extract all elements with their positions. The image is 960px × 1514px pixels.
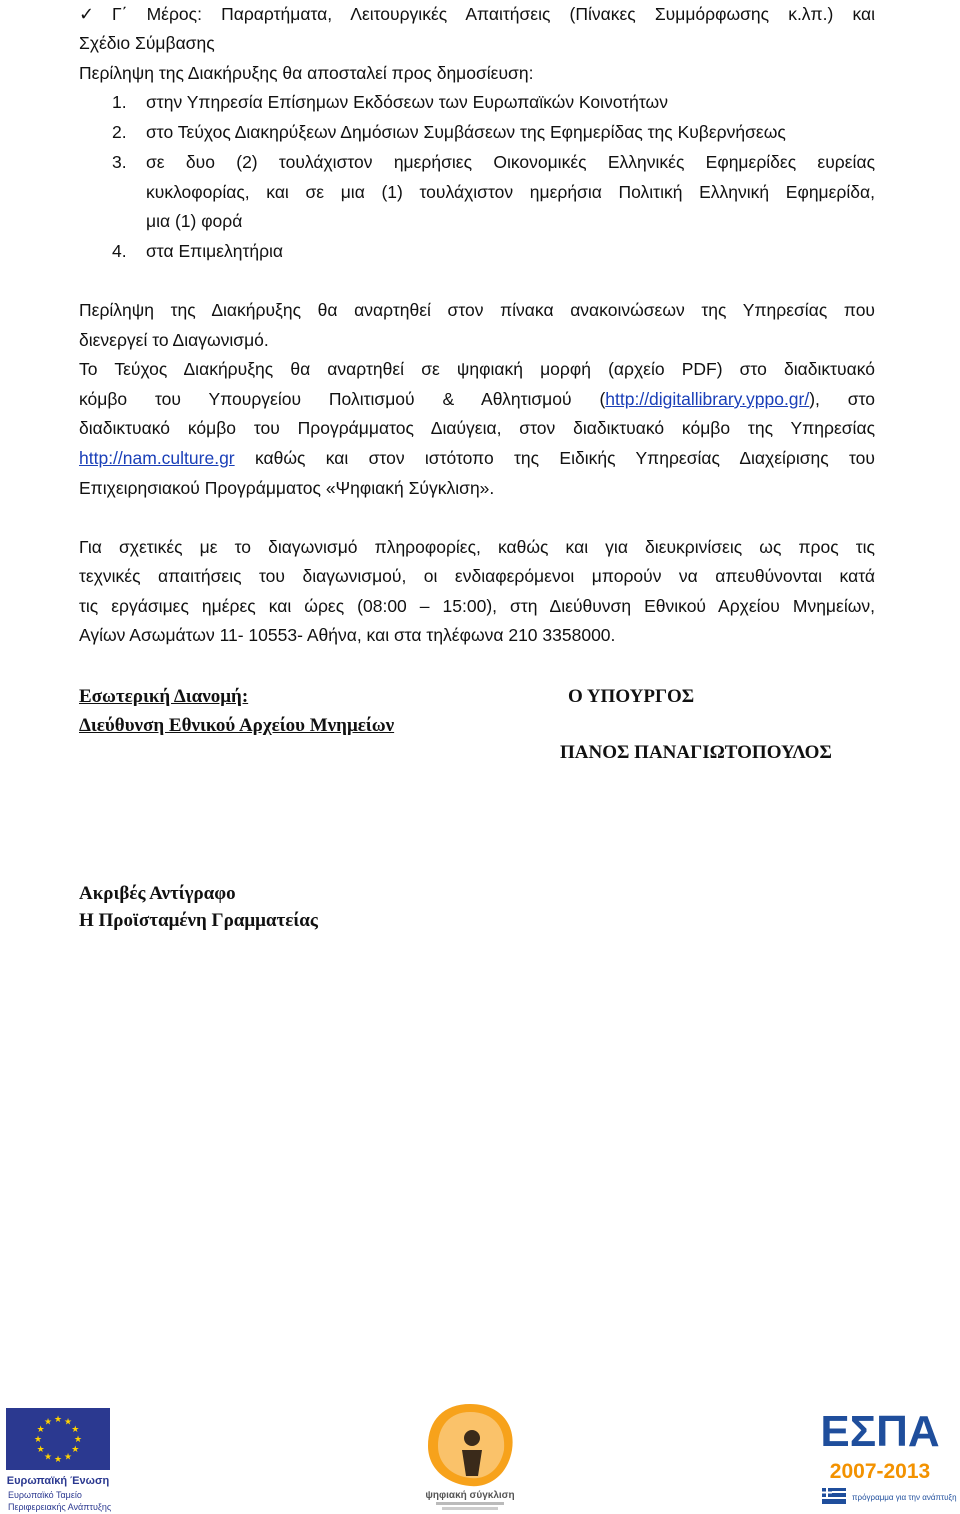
eu-star-icon: ★ bbox=[71, 1424, 80, 1434]
para-info-line-1: Για σχετικές με το διαγωνισμό πληροφορίες, καθώς και για διευκρινίσεις ως προς τις bbox=[79, 537, 875, 557]
eu-logo bbox=[6, 1408, 110, 1514]
dc-caption: ψηφιακή σύγκλιση bbox=[425, 1490, 515, 1501]
distribution-heading: Εσωτερική Διανομή: bbox=[79, 686, 249, 707]
para-web-line-1: Το Τεύχος Διακήρυξης θα αναρτηθεί σε ψηφιακή μορφή (αρχείο PDF) στο διαδικτυακό bbox=[79, 359, 875, 379]
eu-star-icon: ★ bbox=[36, 1444, 45, 1454]
eu-star-icon: ★ bbox=[53, 1414, 63, 1424]
digital-convergence-logo bbox=[412, 1398, 528, 1514]
distribution-recipient: Διεύθυνση Εθνικού Αρχείου Μνημείων bbox=[79, 715, 395, 736]
list-item: στην Υπηρεσία Επίσημων Εκδόσεων των Ευρωπαϊκών Κοινοτήτων bbox=[146, 92, 668, 112]
eu-star-icon: ★ bbox=[53, 1454, 63, 1464]
signature-title: Ο ΥΠΟΥΡΓΟΣ bbox=[568, 686, 695, 707]
para-web-line-2: κόμβο του Υπουργείου Πολιτισμού & Αθλητισμού (http://digitallibrary.yppo.gr/), στο bbox=[79, 389, 875, 409]
list-item-continued: μια (1) φορά bbox=[146, 211, 243, 231]
para-info-line-3: τις εργάσιμες ημέρες και ώρες (08:00 – 15:00), στη Διεύθυνση Εθνικού Αρχείου Μνημείων, bbox=[79, 596, 875, 616]
eu-star-icon: ★ bbox=[33, 1434, 43, 1444]
eu-caption-1: Ευρωπαϊκή Ένωση bbox=[6, 1475, 110, 1487]
certified-copy: Ακριβές Αντίγραφο bbox=[79, 883, 236, 904]
eu-star-icon: ★ bbox=[43, 1416, 53, 1427]
eu-star-icon: ★ bbox=[43, 1451, 53, 1462]
eu-star-icon: ★ bbox=[36, 1424, 45, 1434]
list-item: στο Τεύχος Διακηρύξεων Δημόσιων Συμβάσεων της Εφημερίδας της Κυβερνήσεως bbox=[146, 122, 786, 142]
list-item-continued: κυκλοφορίας, και σε μια (1) τουλάχιστον ημερήσια Πολιτική Ελληνική Εφημερίδα, bbox=[146, 182, 875, 202]
espa-title: ΕΣΠΑ bbox=[820, 1407, 940, 1456]
greek-flag-icon bbox=[822, 1488, 846, 1504]
summary-intro: Περίληψη της Διακήρυξης θα αποσταλεί προς δημοσίευση: bbox=[79, 63, 534, 83]
para-web-line-5: Επιχειρησιακού Προγράμματος «Ψηφιακή Σύγκλιση». bbox=[79, 478, 495, 498]
para-board-line-2: διενεργεί το Διαγωνισμό. bbox=[79, 330, 269, 350]
espa-logo bbox=[818, 1402, 957, 1510]
list-number: 2. bbox=[112, 122, 127, 142]
secretariat-head: Η Προϊσταμένη Γραμματείας bbox=[79, 910, 318, 931]
list-number: 1. bbox=[112, 92, 127, 112]
checkmark-icon: ✓ bbox=[79, 4, 95, 24]
list-item: στα Επιμελητήρια bbox=[146, 241, 284, 261]
check-item-line-2: Σχέδιο Σύμβασης bbox=[79, 33, 215, 53]
check-item-line-1: Γ΄ Μέρος: Παραρτήματα, Λειτουργικές Απαιτήσεις (Πίνακες Συμμόρφωσης κ.λπ.) και bbox=[112, 4, 875, 24]
eu-star-icon: ★ bbox=[71, 1444, 80, 1454]
espa-years: 2007-2013 bbox=[829, 1460, 931, 1483]
figure-head-icon bbox=[464, 1430, 480, 1446]
espa-tagline: πρόγραμμα για την ανάπτυξη bbox=[852, 1493, 957, 1502]
para-web-line-4: http://nam.culture.gr καθώς και στον ιστότοπο της Ειδικής Υπηρεσίας Διαχείρισης του bbox=[79, 448, 875, 468]
eu-caption-3: Περιφερειακής Ανάπτυξης bbox=[8, 1502, 112, 1512]
list-number: 3. bbox=[112, 152, 127, 172]
list-item: σε δυο (2) τουλάχιστον ημερήσιες Οικονομικές Ελληνικές Εφημερίδες ευρείας bbox=[146, 152, 875, 172]
logo-footer bbox=[0, 1398, 960, 1514]
nam-culture-link[interactable]: http://nam.culture.gr bbox=[79, 448, 235, 468]
eu-star-icon: ★ bbox=[63, 1451, 73, 1462]
list-number: 4. bbox=[112, 241, 127, 261]
para-info-line-4: Αγίων Ασωμάτων 11- 10553- Αθήνα, και στα τηλέφωνα 210 3358000. bbox=[79, 625, 616, 645]
para-board-line-1: Περίληψη της Διακήρυξης θα αναρτηθεί στον πίνακα ανακοινώσεων της Υπηρεσίας που bbox=[79, 300, 875, 320]
signature-name: ΠΑΝΟΣ ΠΑΝΑΓΙΩΤΟΠΟΥΛΟΣ bbox=[560, 742, 832, 763]
eu-star-icon: ★ bbox=[73, 1434, 83, 1444]
eu-star-icon: ★ bbox=[63, 1416, 73, 1427]
digitallibrary-link[interactable]: http://digitallibrary.yppo.gr/ bbox=[605, 389, 810, 409]
para-info-line-2: τεχνικές απαιτήσεις του διαγωνισμού, οι ενδιαφερόμενοι μπορούν να απευθύνονται κατά bbox=[79, 566, 875, 586]
eu-caption-2: Ευρωπαϊκό Ταμείο bbox=[8, 1490, 82, 1500]
para-web-line-3: διαδικτυακό κόμβο του Προγράμματος Διαύγεια, στον διαδικτυακό κόμβο της Υπηρεσίας bbox=[79, 418, 875, 438]
